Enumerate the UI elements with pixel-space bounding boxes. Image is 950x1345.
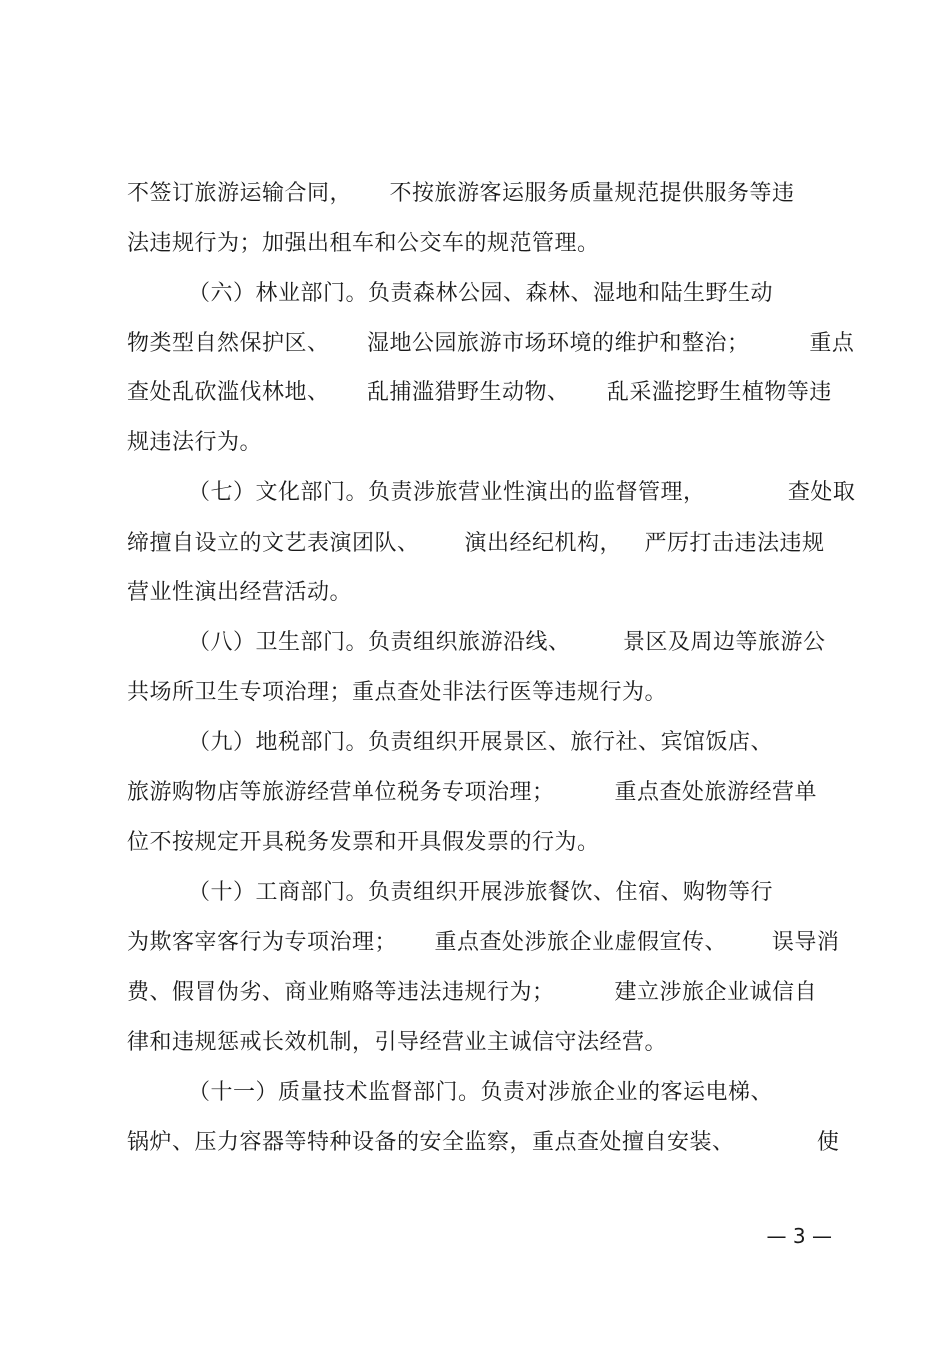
text-line: 查处乱砍滥伐林地、 乱捕滥猎野生动物、 乱采滥挖野生植物等违: [127, 380, 832, 405]
text-line: 共场所卫生专项治理；重点查处非法行医等违规行为。: [127, 680, 668, 705]
text-line: 法违规行为；加强出租车和公交车的规范管理。: [127, 231, 600, 256]
page-number: — 3 —: [766, 1224, 832, 1248]
text-line: 旅游购物店等旅游经营单位税务专项治理； 重点查处旅游经营单: [127, 780, 817, 805]
text-line: 为欺客宰客行为专项治理； 重点查处涉旅企业虚假宣传、 误导消: [127, 930, 840, 955]
paragraph-start-line: （八）卫生部门。负责组织旅游沿线、 景区及周边等旅游公: [188, 630, 826, 655]
text-line: 锅炉、压力容器等特种设备的安全监察，重点查处擅自安装、 使: [127, 1130, 840, 1155]
paragraph-start-line: （七）文化部门。负责涉旅营业性演出的监督管理， 查处取: [188, 480, 856, 505]
paragraph-start-line: （九）地税部门。负责组织开展景区、旅行社、宾馆饭店、: [188, 730, 774, 755]
paragraph-start-line: （十）工商部门。负责组织开展涉旅餐饮、住宿、购物等行: [188, 880, 774, 905]
text-line: 规违法行为。: [127, 430, 263, 455]
paragraph-start-line: （十一）质量技术监督部门。负责对涉旅企业的客运电梯、: [188, 1080, 774, 1105]
text-line: 不签订旅游运输合同， 不按旅游客运服务质量规范提供服务等违: [127, 181, 795, 206]
text-line: 营业性演出经营活动。: [127, 580, 353, 605]
text-line: 位不按规定开具税务发票和开具假发票的行为。: [127, 830, 600, 855]
text-line: 费、假冒伪劣、商业贿赂等违法违规行为； 建立涉旅企业诚信自: [127, 980, 817, 1005]
text-line: 缔擅自设立的文艺表演团队、 演出经纪机构， 严厉打击违法违规: [127, 531, 825, 556]
paragraph-start-line: （六）林业部门。负责森林公园、森林、湿地和陆生野生动: [188, 281, 774, 306]
text-line: 物类型自然保护区、 湿地公园旅游市场环境的维护和整治； 重点: [127, 331, 855, 356]
text-line: 律和违规惩戒长效机制，引导经营业主诚信守法经营。: [127, 1030, 668, 1055]
